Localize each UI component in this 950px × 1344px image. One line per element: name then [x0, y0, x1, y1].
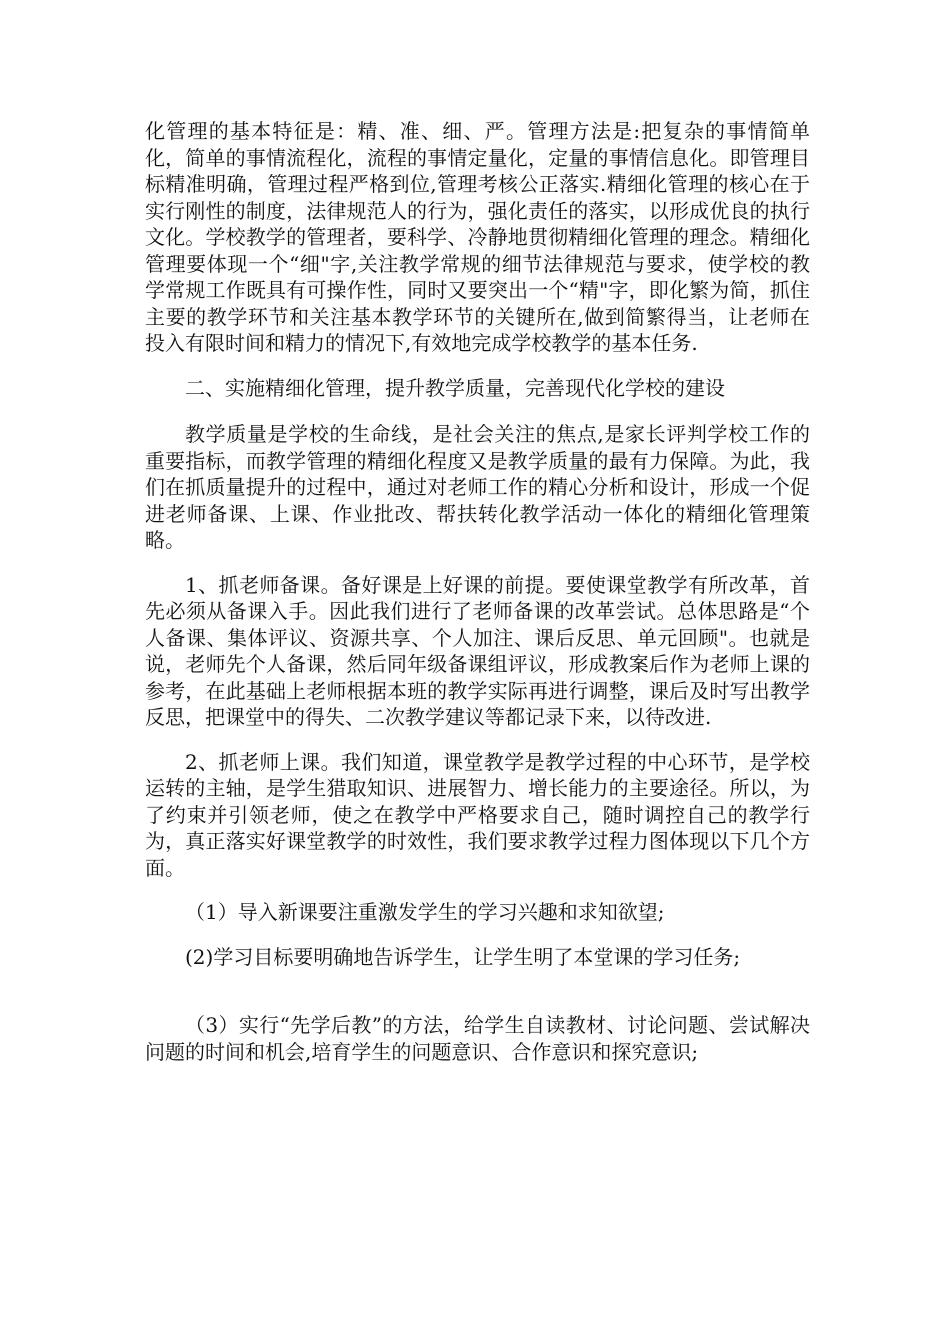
- paragraph-teaching-quality: 教学质量是学校的生命线，是社会关注的焦点,是家长评判学校工作的重要指标，而教学管理的精细化程度又是教学质量的最有力保障。为此，我们在抓质量提升的过程中，通过对老师工作的精心分析和设计，形成一个促进老师备课、上课、作业批改、帮扶转化教学活动一体化的精细化管理策略。: [145, 422, 810, 552]
- list-item-2: (2)学习目标要明确地告诉学生，让学生明了本堂课的学习任务;: [185, 944, 741, 969]
- section-heading-2: 二、实施精细化管理，提升教学质量，完善现代化学校的建设: [185, 375, 725, 400]
- document-body: [145, 118, 810, 1083]
- list-item-3: （3）实行“先学后教”的方法，给学生自读教材、讨论问题、尝试解决问题的时间和机会,培育学生的问题意识、合作意识和探究意识;: [145, 1013, 810, 1064]
- list-item-1: （1）导入新课要注重激发学生的学习兴趣和求知欲望;: [185, 900, 665, 924]
- paragraph-management-features: 化管理的基本特征是：精、准、细、严。管理方法是:把复杂的事情简单化，简单的事情流程化，流程的事情定量化，定量的事情信息化。即管理目标精准明确，管理过程严格到位,管理考核公正落实.精细化管理的核心在于实行刚性的制度，法律规范人的行为，强化责任的落实，以形成优良的执行文化。学校教学的管理者，要科学、冷静地贯彻精细化管理的理念。精细化管理要体现一个“细"字,关注教学常规的细节法律规范与要求，使学校的教学常规工作既具有可操作性，同时又要突出一个“精"字，即化繁为简，抓住主要的教学环节和关注基本教学环节的关键所在,做到简繁得当，让老师在投入有限时间和精力的情况下,有效地完成学校教学的基本任务.: [145, 119, 810, 355]
- paragraph-lesson-prep: 1、抓老师备课。备好课是上好课的前提。要使课堂教学有所改革，首先必须从备课入手。因此我们进行了老师备课的改革尝试。总体思路是“个人备课、集体评议、资源共享、个人加注、课后反思、单元回顾"。也就是说，老师先个人备课，然后同年级备课组评议，形成教案后作为老师上课的参考，在此基础上老师根据本班的教学实际再进行调整，课后及时写出教学反思，把课堂中的得失、二次教学建议等都记录下来，以待改进.: [145, 572, 810, 729]
- paragraph-classroom-teaching: 2、抓老师上课。我们知道，课堂教学是教学过程的中心环节，是学校运转的主轴，是学生猎取知识、进展智力、增长能力的主要途径。所以，为了约束并引领老师，使之在教学中严格要求自己，随时调控自己的教学行为，真正落实好课堂教学的时效性，我们要求教学过程力图体现以下几个方面。: [145, 749, 810, 880]
